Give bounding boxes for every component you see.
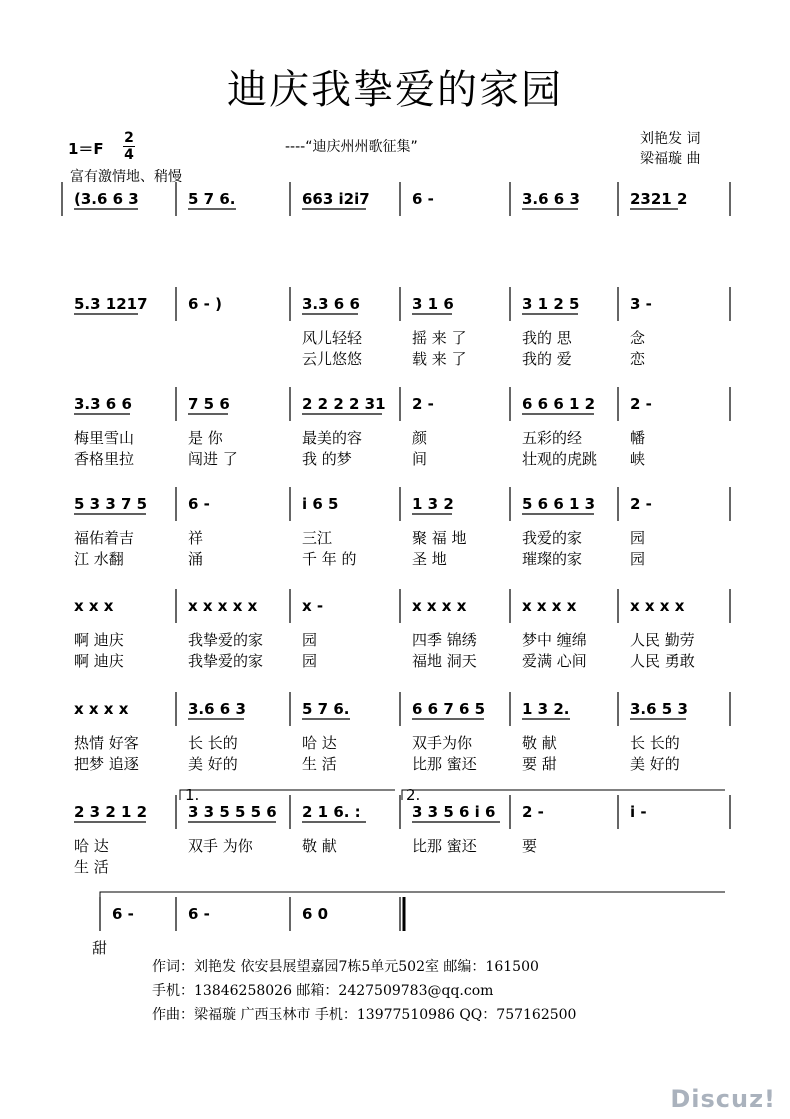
lyric-text: 长 长的: [188, 734, 238, 752]
measure-notes: 3.6 6 3: [522, 190, 580, 208]
lyric-text: 我的 思: [522, 329, 572, 347]
lyric-text: 璀璨的家: [522, 550, 583, 568]
lyric-text: 双手 为你: [188, 837, 253, 855]
footer-composer-info: 作曲：梁福璇 广西玉林市 手机：13977510986 QQ：757162500: [152, 1007, 577, 1023]
measure-notes: x x x x: [74, 700, 129, 718]
lyric-text: 风儿轻轻: [302, 329, 363, 347]
lyric-text: 美 好的: [188, 755, 238, 773]
lyric-text: 圣 地: [412, 550, 447, 568]
measure-notes: 2 -: [522, 803, 544, 821]
measure-notes: 2 -: [412, 395, 434, 413]
measure-notes: 2 1 6. :: [302, 803, 361, 821]
lyric-text: 聚 福 地: [412, 529, 467, 547]
lyric-text: 哈 达: [302, 734, 337, 752]
lyric-text: 园: [630, 550, 646, 568]
lyric-text: 爱满 心间: [522, 652, 587, 670]
lyric-text: 哈 达: [74, 837, 109, 855]
measure-notes: 3 1 6: [412, 295, 454, 313]
lyric-text: 啊 迪庆: [74, 652, 124, 670]
measure-notes: 5 7 6.: [302, 700, 350, 718]
measure-notes: i -: [630, 803, 647, 821]
measure-notes: 3.6 6 3: [188, 700, 246, 718]
lyric-text: 园: [302, 631, 318, 649]
lyric-text: 人民 勤劳: [630, 631, 695, 649]
lyric-text: 人民 勇敢: [630, 652, 695, 670]
lyric-text: 我挚爱的家: [188, 652, 264, 670]
footer-lyricist-info: 作词：刘艳发 依安县展望嘉园7栋5单元502室 邮编：161500: [152, 959, 539, 975]
measure-notes: 6 0: [302, 905, 329, 923]
measure-notes: 6 -: [188, 495, 210, 513]
footer-contact-info: 手机：13846258026 邮箱：2427509783@qq.com: [152, 983, 494, 999]
lyric-text: 香格里拉: [74, 450, 135, 468]
composer-credit: 梁福璇 曲: [640, 151, 701, 167]
lyric-text: 要 甜: [522, 755, 557, 773]
key-signature: 1＝F: [68, 140, 104, 158]
lyric-text: 要: [522, 837, 538, 855]
lyric-text: 我的 爱: [522, 350, 572, 368]
measure-notes: 6 -: [188, 905, 210, 923]
measure-notes: 2 2 2 2 31: [302, 395, 386, 413]
lyric-text: 梦中 缠绵: [522, 631, 587, 649]
measure-notes: x x x: [74, 597, 114, 615]
lyric-text: 载 来 了: [412, 350, 467, 368]
measure-notes: 2 -: [630, 395, 652, 413]
second-ending-bracket: [402, 790, 725, 800]
measure-notes: 3 -: [630, 295, 652, 313]
lyric-text: 念: [630, 329, 646, 347]
lyric-text: 福地 洞天: [412, 652, 477, 670]
lyric-text: 三江: [302, 529, 333, 547]
measure-notes: x x x x: [630, 597, 685, 615]
measure-notes: 5 3 3 7 5: [74, 495, 148, 513]
lyric-text: 生 活: [302, 755, 337, 773]
lyric-text: 壮观的虎跳: [522, 450, 598, 468]
lyric-text: 峡: [630, 450, 646, 468]
measure-notes: i 6 5: [302, 495, 339, 513]
lyricist-credit: 刘艳发 词: [640, 131, 701, 147]
lyric-text: 我 的梦: [302, 450, 352, 468]
first-ending-bracket: [180, 790, 395, 800]
lyric-text: 甜: [92, 939, 108, 957]
lyric-text: 闯进 了: [188, 450, 238, 468]
lyric-text: 生 活: [74, 858, 109, 876]
lyric-text: 园: [630, 529, 646, 547]
measure-notes: 3 3 5 5 5 6: [188, 803, 277, 821]
second-ending-label: 2.: [406, 786, 421, 804]
measure-notes: 7 5 6: [188, 395, 230, 413]
measure-notes: x x x x x: [188, 597, 258, 615]
time-signature-top: 2: [124, 130, 134, 146]
measure-notes: 1 3 2: [412, 495, 454, 513]
lyric-text: 千 年 的: [302, 550, 357, 568]
lyric-text: 美 好的: [630, 755, 680, 773]
measure-notes: x -: [302, 597, 324, 615]
lyric-text: 恋: [630, 350, 646, 368]
source-note: ----“迪庆州州歌征集”: [285, 139, 418, 155]
measure-notes: 3 1 2 5: [522, 295, 580, 313]
lyric-text: 梅里雪山: [74, 429, 135, 447]
measure-notes: 5.3 1217: [74, 295, 148, 313]
lyric-text: 四季 锦绣: [412, 631, 477, 649]
lyric-text: 间: [412, 450, 428, 468]
time-signature-bottom: 4: [124, 147, 134, 163]
lyric-text: 比那 蜜还: [412, 755, 477, 773]
lyric-text: 把梦 追逐: [74, 755, 139, 773]
measure-notes: 6 -: [412, 190, 434, 208]
lyric-text: 祥: [188, 529, 204, 547]
lyric-text: 福佑着吉: [74, 529, 135, 547]
lyric-text: 敬 献: [522, 734, 557, 752]
watermark-logo: Discuz!: [670, 1085, 776, 1113]
lyric-text: 涌: [188, 550, 204, 568]
lyric-text: 云儿悠悠: [302, 350, 363, 368]
lyric-text: 我爱的家: [522, 529, 583, 547]
tempo-marking: 富有激情地、稍慢: [70, 169, 182, 185]
lyric-text: 啊 迪庆: [74, 631, 124, 649]
lyric-text: 最美的容: [302, 429, 363, 447]
lyric-text: 摇 来 了: [412, 329, 467, 347]
lyric-text: 颜: [412, 429, 428, 447]
measure-notes: 5 6 6 1 3: [522, 495, 596, 513]
measure-notes: 2 -: [630, 495, 652, 513]
measure-notes: 6 6 7 6 5: [412, 700, 486, 718]
measure-notes: 6 - ): [188, 295, 222, 313]
measure-notes: x x x x: [522, 597, 577, 615]
measure-notes: 2321 2: [630, 190, 688, 208]
first-ending-label: 1.: [185, 786, 200, 804]
lyric-text: 江 水翻: [74, 550, 124, 568]
lyric-text: 我挚爱的家: [188, 631, 264, 649]
measure-notes: (3.6 6 3: [74, 190, 139, 208]
lyric-text: 园: [302, 652, 318, 670]
measure-notes: 3.3 6 6: [74, 395, 132, 413]
measure-notes: x x x x: [412, 597, 467, 615]
lyric-text: 幡: [630, 429, 646, 447]
measure-notes: 1 3 2.: [522, 700, 570, 718]
measure-notes: 2 3 2 1 2: [74, 803, 148, 821]
lyric-text: 敬 献: [302, 837, 337, 855]
lyric-text: 双手为你: [412, 734, 473, 752]
measure-notes: 6 -: [112, 905, 134, 923]
measure-notes: 5 7 6.: [188, 190, 236, 208]
phrase-bracket: [100, 892, 725, 900]
lyric-text: 热情 好客: [74, 734, 139, 752]
lyric-text: 五彩的经: [522, 429, 583, 447]
measure-notes: 3 3 5 6 i 6: [412, 803, 496, 821]
lyric-text: 是 你: [188, 429, 223, 447]
measure-notes: 663 i2i7: [302, 190, 370, 208]
measure-notes: 6 6 6 1 2: [522, 395, 596, 413]
measure-notes: 3.3 6 6: [302, 295, 360, 313]
song-title: 迪庆我挚爱的家园: [227, 67, 563, 113]
lyric-text: 长 长的: [630, 734, 680, 752]
lyric-text: 比那 蜜还: [412, 837, 477, 855]
measure-notes: 3.6 5 3: [630, 700, 688, 718]
